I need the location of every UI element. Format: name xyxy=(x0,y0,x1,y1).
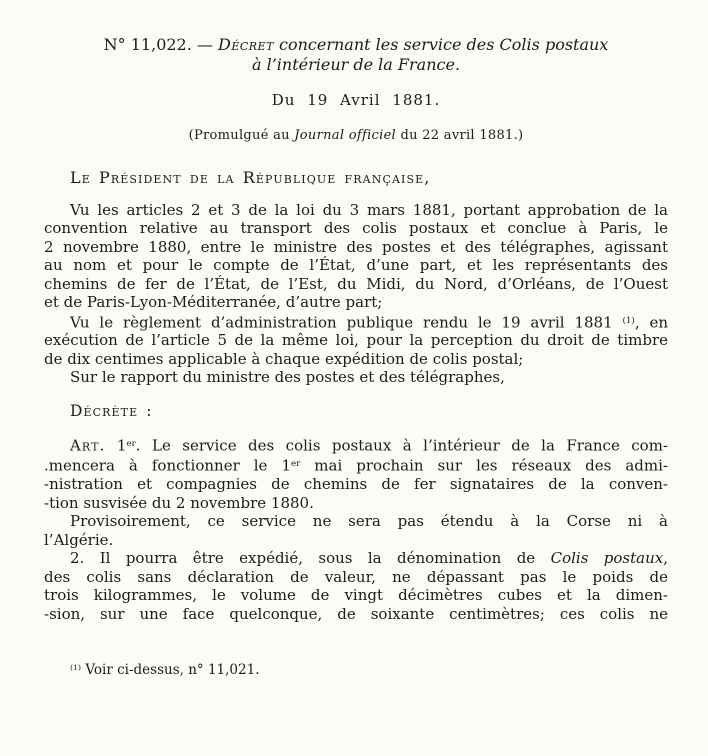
paragraph-provisoirement xyxy=(44,512,668,549)
text-segment: .mencera à fonctionner le 1 xyxy=(44,456,291,475)
text-line xyxy=(44,201,668,220)
text-line xyxy=(44,35,668,55)
decree-word xyxy=(44,402,668,421)
text-segment: . Le service des colis postaux à l’intérieur de la France com- xyxy=(135,436,669,455)
text-segment: Vu les articles 2 et 3 de la loi du 3 mars 1881, portant approbation de la xyxy=(70,200,668,219)
text-segment: mai prochain sur les réseaux des admi- xyxy=(300,456,668,475)
text-line xyxy=(44,512,668,531)
text-line xyxy=(44,312,668,332)
paragraph-vu-reglement xyxy=(44,312,668,369)
text-segment: Provisoirement, ce service ne sera pas étendu à la Corse ni à xyxy=(70,512,668,531)
text-line xyxy=(44,127,668,146)
text-line xyxy=(44,169,668,188)
text-segment: Journal officiel xyxy=(294,127,397,143)
text-line xyxy=(44,435,668,455)
text-line xyxy=(44,293,668,312)
text-segment: des colis sans déclaration de valeur, ne dépassant pas le poids de xyxy=(44,567,668,586)
text-line xyxy=(44,455,668,475)
text-segment: (Promulgué au xyxy=(188,127,295,143)
text-segment: exécution de l’article 5 de la même loi, pour la perception du droit de timbre xyxy=(44,331,668,350)
text-line xyxy=(44,605,668,624)
text-segment: convention relative au transport des colis postaux et conclue à Paris, le xyxy=(44,219,668,237)
text-line xyxy=(44,331,668,350)
text-line xyxy=(44,586,668,605)
text-line xyxy=(44,350,668,369)
text-line xyxy=(44,659,668,679)
text-segment: Voir ci-dessus, n° 11,021. xyxy=(81,661,260,678)
text-line xyxy=(44,475,668,494)
text-segment: -nistration et compagnies de chemins de fer signataires de la conven- xyxy=(44,475,668,494)
footnote xyxy=(44,659,668,679)
title xyxy=(44,35,668,74)
text-segment: Le Président de la République française xyxy=(70,168,425,187)
article-1 xyxy=(44,435,668,512)
text-segment: 2. Il pourra être expédié, sous la dénomination de xyxy=(70,549,551,568)
text-segment: 2 novembre 1880, entre le ministre des postes et des télégraphes, agissant xyxy=(44,237,668,256)
text-segment: Sur le rapport du ministre des postes et des télégraphes, xyxy=(70,368,505,387)
text-segment: Art. xyxy=(70,436,106,455)
text-line xyxy=(44,256,668,275)
text-segment: Du 19 Avril 1881. xyxy=(271,91,441,109)
text-line xyxy=(44,568,668,587)
promulgation-line xyxy=(44,127,668,146)
text-line xyxy=(44,219,668,238)
text-segment: du 22 avril 1881.) xyxy=(396,127,524,143)
text-segment: 1 xyxy=(105,436,127,455)
text-segment: concernant les service des Colis postaux xyxy=(273,35,609,54)
superscript-reference: er xyxy=(126,439,136,450)
text-line xyxy=(44,275,668,294)
text-line xyxy=(44,549,668,568)
text-segment: -sion, sur une face quelconque, de soixante centimètres; ces colis ne xyxy=(44,604,668,623)
text-segment: N° 11,022. — xyxy=(103,35,218,54)
text-segment: , xyxy=(424,168,430,187)
text-segment: et de Paris-Lyon-Méditerranée, d’autre part; xyxy=(44,293,383,311)
salutation xyxy=(44,169,668,188)
text-segment: trois kilogrammes, le volume de vingt décimètres cubes et la dimen- xyxy=(44,586,668,605)
text-segment: Décret xyxy=(217,35,274,54)
text-line xyxy=(44,55,668,75)
superscript-reference: (1) xyxy=(70,663,82,673)
text-segment: , en xyxy=(634,312,668,331)
text-segment: Décrète : xyxy=(70,401,153,420)
date-line xyxy=(44,91,668,110)
superscript-reference: (1) xyxy=(622,315,635,326)
text-segment: Vu le règlement d’administration publique rendu le 19 avril 1881 xyxy=(70,312,623,331)
text-segment: Colis postaux xyxy=(550,549,664,568)
text-line xyxy=(44,368,668,387)
text-line xyxy=(44,494,668,513)
superscript-reference: er xyxy=(291,459,301,470)
text-segment: au nom et pour le compte de l’État, d’une part, et les représentants des xyxy=(44,256,668,274)
text-line xyxy=(44,402,668,421)
paragraph-vu-articles xyxy=(44,201,668,312)
paragraph-rapport xyxy=(44,368,668,387)
text-segment: , xyxy=(663,549,668,568)
text-segment: -tion susvisée du 2 novembre 1880. xyxy=(44,493,314,512)
text-line xyxy=(44,238,668,257)
text-segment: à l’intérieur de la France. xyxy=(251,54,461,74)
text-line xyxy=(44,91,668,110)
text-segment: chemins de fer de l’État, de l’Est, du Midi, du Nord, d’Orléans, de l’Ouest xyxy=(44,274,668,293)
article-2 xyxy=(44,549,668,623)
text-line xyxy=(44,531,668,550)
text-segment: de dix centimes applicable à chaque expédition de colis postal; xyxy=(44,349,524,368)
text-segment: l’Algérie. xyxy=(44,530,114,549)
